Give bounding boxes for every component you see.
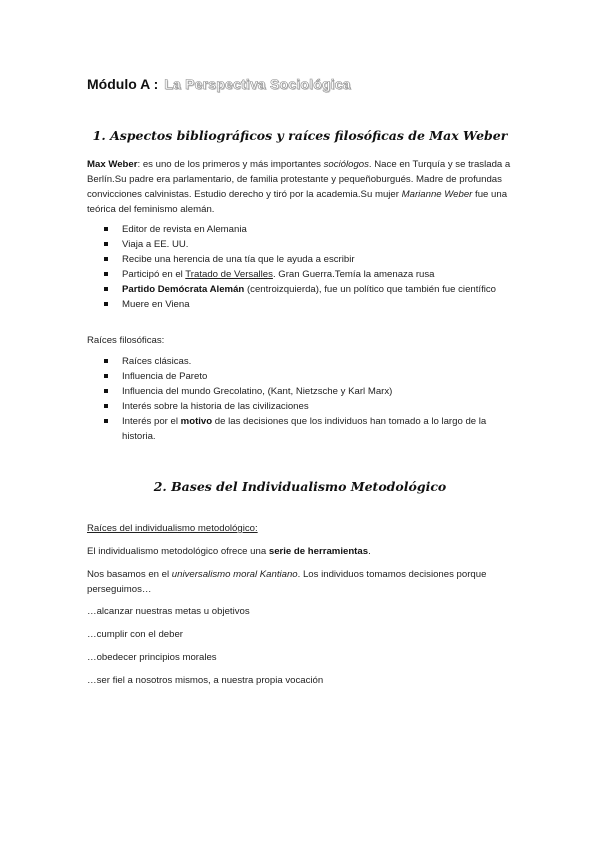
paragraph-universalismo: Nos basamos en el universalismo moral Kantiano. Los individuos tomamos decisiones porque perseguimos…: [87, 569, 487, 595]
list-item: Interés por el motivo de las decisiones que los individuos han tomado a lo largo de la historia.: [104, 414, 519, 444]
bio-list: [104, 222, 519, 312]
subheading: Raíces del individualismo metodológico:: [87, 523, 258, 534]
section-1-heading: 1. Aspectos bibliográficos y raíces filosóficas de Max Weber: [92, 128, 508, 143]
list-item: …cumplir con el deber: [87, 629, 183, 640]
list-item: Muere en Viena: [104, 297, 519, 312]
wife-name: Marianne Weber: [401, 189, 473, 200]
list-item: Influencia del mundo Grecolatino, (Kant, Nietzsche y Karl Marx): [104, 384, 519, 399]
list-item: Interés sobre la historia de las civilizaciones: [104, 399, 519, 414]
list-item: …obedecer principios morales: [87, 652, 217, 663]
raices-list: [104, 354, 519, 444]
list-item: …ser fiel a nosotros mismos, a nuestra propia vocación: [87, 675, 324, 686]
list-item: Editor de revista en Alemania: [104, 222, 519, 237]
module-name: La Perspectiva Sociológica: [164, 76, 351, 92]
module-label: Módulo A :: [87, 76, 159, 92]
max-weber-name: Max Weber: [87, 159, 138, 170]
list-item: Viaja a EE. UU.: [104, 237, 519, 252]
intro-paragraph: Max Weber: es uno de los primeros y más importantes sociólogos. Nace en Turquía y se traslada a Berlín.Su padre era parlamentario, de familia protestante y pequeñoburgués. Madre de profundas convicciones calvinistas. Estudio derecho y tiró por la academia.Su mujer Marianne Weber fue una teórica del feminismo alemán.: [87, 159, 511, 215]
list-item: Participó en el Tratado de Versalles. Gran Guerra.Temía la amenaza rusa: [104, 267, 519, 282]
versalles-link[interactable]: Tratado de Versalles: [185, 269, 273, 280]
module-title: [87, 75, 351, 93]
paragraph-herramientas: El individualismo metodológico ofrece una serie de herramientas.: [87, 546, 371, 557]
list-item: Recibe una herencia de una tía que le ayuda a escribir: [104, 252, 519, 267]
list-item: Raíces clásicas.: [104, 354, 519, 369]
list-item: Partido Demócrata Alemán (centroizquierda), fue un político que también fue científico: [104, 282, 519, 297]
section-2-heading: 2. Bases del Individualismo Metodológico: [153, 479, 447, 494]
list-item: …alcanzar nuestras metas u objetivos: [87, 606, 250, 617]
raices-label: Raíces filosóficas:: [87, 335, 165, 346]
list-item: Influencia de Pareto: [104, 369, 519, 384]
